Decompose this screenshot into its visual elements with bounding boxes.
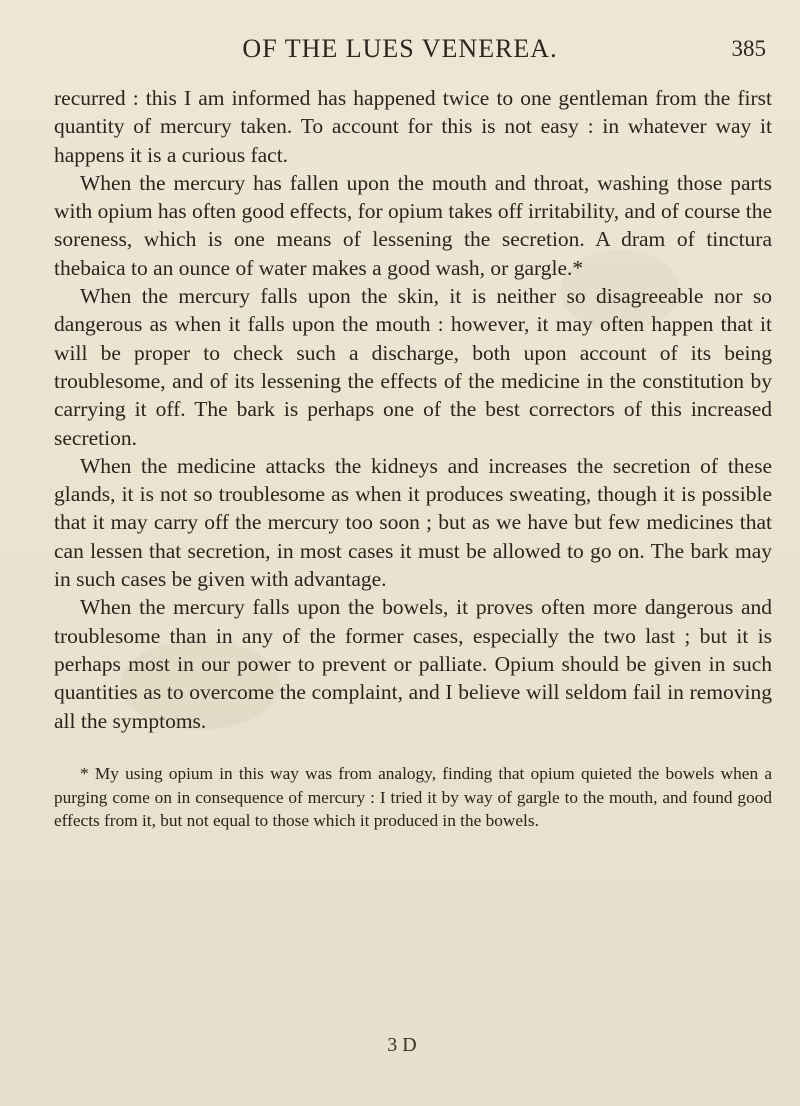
footnote-text: * My using opium in this way was from analogy, finding that opium quieted the bowels when a purging come on in consequence of mercury : I tried it by way of gargle to the mouth, and found good effects from it, but not equal to those which it produced in the bowels. — [54, 764, 772, 831]
signature-mark: 3 D — [387, 1034, 417, 1056]
paragraph: When the mercury falls upon the bowels, it proves often more dangerous and troublesome than in any of the former cases, especially the two last ; but it is perhaps most in our power to prevent or palliate. Opium should be given in such quantities as to overcome the complaint, and I believe will seldom fail in removing all the symptoms. — [54, 595, 772, 733]
paragraph: recurred : this I am informed has happened twice to one gentleman from the first quantity of mercury taken. To account for this is not easy : in whatever way it happens it is a curious fact. — [54, 86, 772, 167]
page-number: 385 — [731, 36, 766, 61]
running-title: OF THE LUES VENEREA. — [242, 34, 558, 63]
footnote — [54, 762, 772, 833]
paragraph: When the mercury has fallen upon the mouth and throat, washing those parts with opium has often good effects, for opium takes off irritability, and of course the soreness, which is one means of lessening the secretion. A dram of tinctura thebaica to an ounce of water makes a good wash, or gargle.* — [54, 170, 772, 280]
paragraph: When the mercury falls upon the skin, it is neither so disagreeable nor so dangerous as when it falls upon the mouth : however, it may often happen that it will be proper to check such a discharge, both upon account of its being troublesome, and of its lessening the effects of the medicine in the constitution by carrying it off. The bark is perhaps one of the best correctors of this increased secretion. — [54, 284, 772, 450]
running-head — [0, 34, 800, 74]
paragraph: When the medicine attacks the kidneys and increases the secretion of these glands, it is not so troublesome as when it produces sweating, though it is possible that it may carry off the mercury too soon ; but as we have but few medicines that can lessen that secretion, in most cases it must be allowed to go on. The bark may in such cases be given with advantage. — [54, 453, 772, 592]
body-text — [54, 84, 772, 735]
